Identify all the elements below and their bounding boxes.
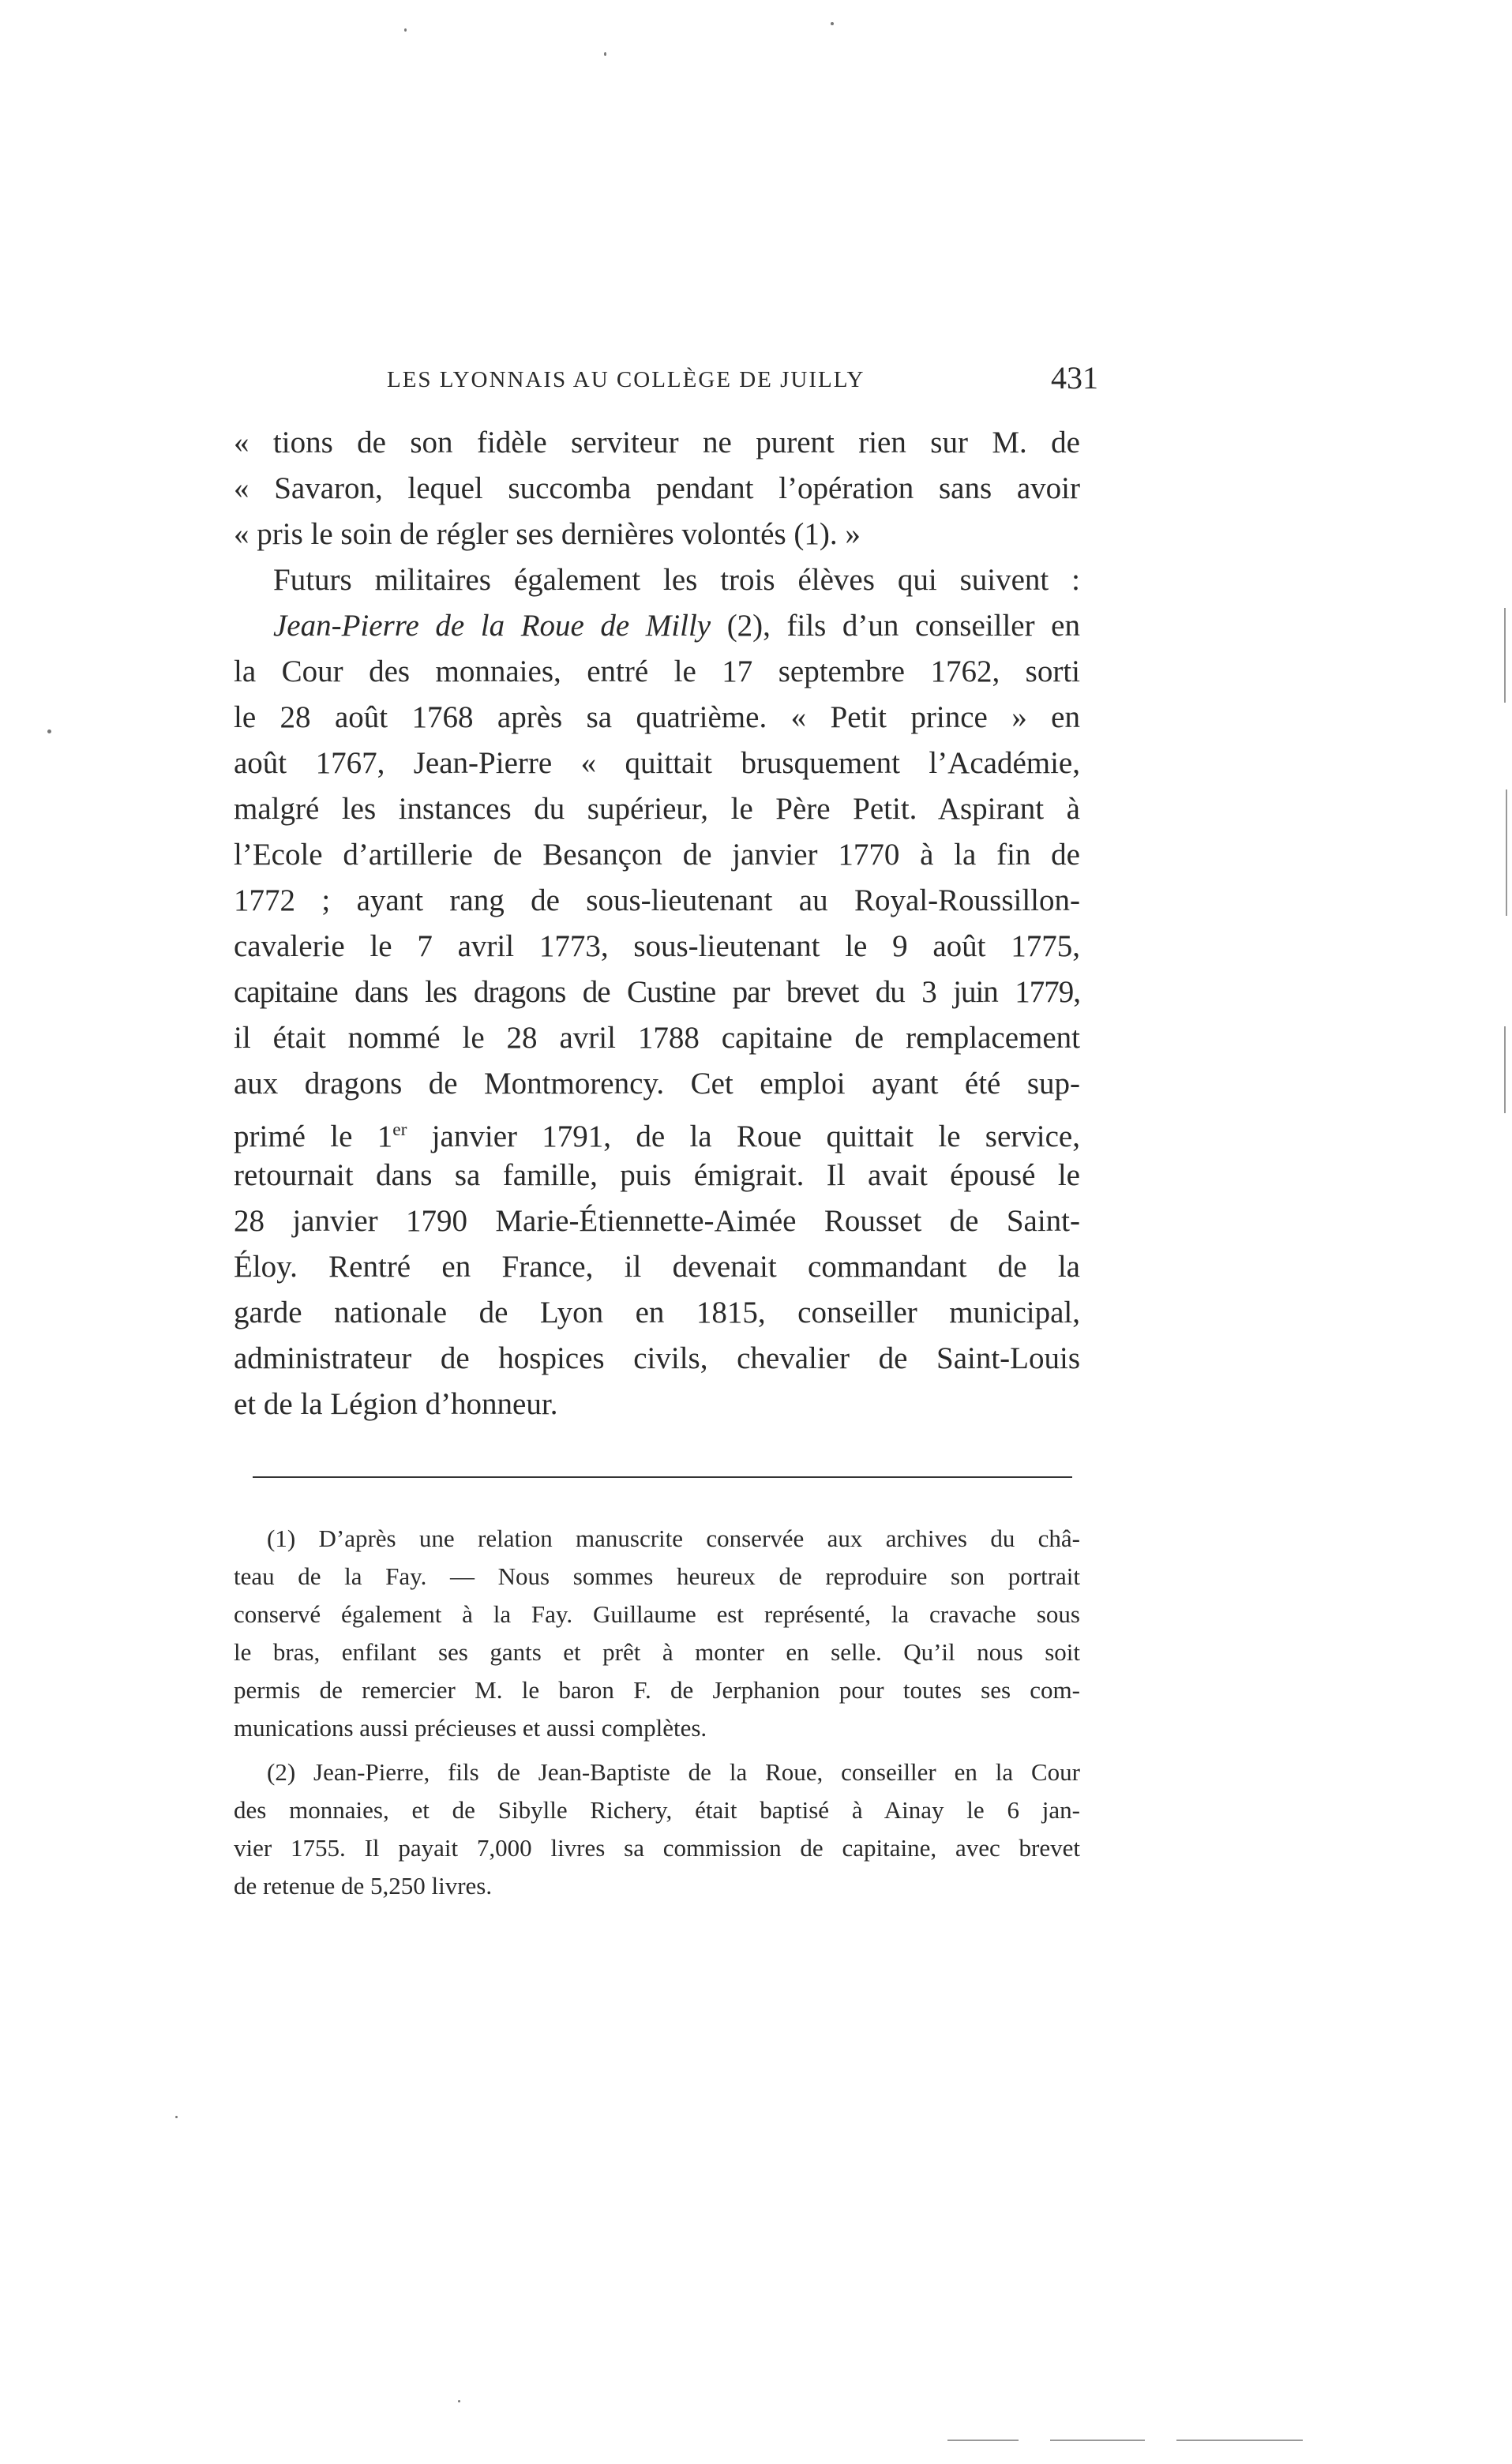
text-line: garde nationale de Lyon en 1815, conseiller municipal, — [234, 1296, 1080, 1330]
scan-edge-mark — [1506, 789, 1507, 916]
scan-speck — [404, 28, 407, 32]
text-line: Futurs militaires également les trois élèves qui suivent : — [273, 563, 1080, 597]
footnote-gap — [234, 1747, 1080, 1753]
text-line: il était nommé le 28 avril 1788 capitaine de remplacement — [234, 1021, 1080, 1055]
footnote-line: conservé également à la Fay. Guillaume est représenté, la cravache sous — [234, 1600, 1080, 1628]
text-line: 28 janvier 1790 Marie-Étiennette-Aimée Rousset de Saint- — [234, 1204, 1080, 1238]
footnote-line: (1) D’après une relation manuscrite conservée aux archives du châ- — [267, 1525, 1080, 1552]
scan-edge-mark — [947, 2440, 1019, 2441]
footnote-rule — [253, 1476, 1072, 1478]
text-line: et de la Légion d’honneur. — [234, 1387, 558, 1421]
scan-edge-mark — [1176, 2440, 1303, 2441]
text-line: cavalerie le 7 avril 1773, sous-lieutenant le 9 août 1775, — [234, 929, 1080, 963]
text-line: l’Ecole d’artillerie de Besançon de janvier 1770 à la fin de — [234, 838, 1080, 872]
footnote-2 — [234, 1753, 1080, 1905]
scan-speck — [175, 2116, 178, 2118]
scan-speck — [47, 729, 51, 733]
text-line: « pris le soin de régler ses dernières volontés (1). » — [234, 517, 861, 551]
footnote-line: des monnaies, et de Sibylle Richery, était baptisé à Ainay le 6 jan- — [234, 1796, 1080, 1824]
text-line: malgré les instances du supérieur, le Père Petit. Aspirant à — [234, 792, 1080, 826]
footnote-1 — [234, 1520, 1080, 1747]
scan-speck — [831, 22, 834, 25]
italic-name: Jean-Pierre de la Roue de Milly — [273, 609, 711, 643]
text-line: la Cour des monnaies, entré le 17 septembre 1762, sorti — [234, 654, 1080, 688]
text-line: août 1767, Jean-Pierre « quittait brusquement l’Académie, — [234, 746, 1080, 780]
footnote-line: teau de la Fay. — Nous sommes heureux de reproduire son portrait — [234, 1562, 1080, 1590]
scan-edge-mark — [1050, 2440, 1145, 2441]
body-text — [234, 420, 1080, 1427]
footnote-line: (2) Jean-Pierre, fils de Jean-Baptiste de la Roue, conseiller en la Cour — [267, 1758, 1080, 1786]
text-line: aux dragons de Montmorency. Cet emploi ayant été sup- — [234, 1067, 1080, 1101]
ordinal-superscript: er — [392, 1119, 407, 1140]
text-line: retournait dans sa famille, puis émigrait. Il avait épousé le — [234, 1158, 1080, 1192]
text-line: primé le 1er janvier 1791, de la Roue quittait le service, — [234, 1119, 1080, 1153]
text-line: le 28 août 1768 après sa quatrième. « Petit prince » en — [234, 700, 1080, 734]
running-head — [234, 359, 1098, 407]
scan-speck — [458, 2400, 460, 2402]
text-line: administrateur de hospices civils, chevalier de Saint-Louis — [234, 1341, 1080, 1375]
text-line: « tions de son fidèle serviteur ne purent rien sur M. de — [234, 426, 1080, 459]
scan-edge-mark — [1504, 608, 1506, 703]
text-line: 1772 ; ayant rang de sous-lieutenant au Royal-Roussillon- — [234, 883, 1080, 917]
footnote-line: permis de remercier M. le baron F. de Jerphanion pour toutes ses com- — [234, 1676, 1080, 1704]
footnote-line: le bras, enfilant ses gants et prêt à monter en selle. Qu’il nous soit — [234, 1638, 1080, 1666]
text-line: « Savaron, lequel succomba pendant l’opération sans avoir — [234, 471, 1080, 505]
footnotes — [234, 1520, 1080, 1905]
scan-speck — [604, 52, 606, 56]
footnote-line: vier 1755. Il payait 7,000 livres sa commission de capitaine, avec brevet — [234, 1834, 1080, 1862]
scan-edge-mark — [1504, 1026, 1506, 1113]
footnote-line: de retenue de 5,250 livres. — [234, 1872, 493, 1900]
running-title: LES LYONNAIS AU COLLÈGE DE JUILLY — [387, 367, 865, 392]
text-line: capitaine dans les dragons de Custine par brevet du 3 juin 1779, — [234, 975, 1080, 1009]
footnote-line: munications aussi précieuses et aussi complètes. — [234, 1714, 707, 1742]
text-line: Éloy. Rentré en France, il devenait commandant de la — [234, 1250, 1080, 1284]
text-line: Jean-Pierre de la Roue de Milly (2), fils d’un conseiller en — [273, 609, 1080, 643]
page-number: 431 — [1051, 360, 1098, 396]
